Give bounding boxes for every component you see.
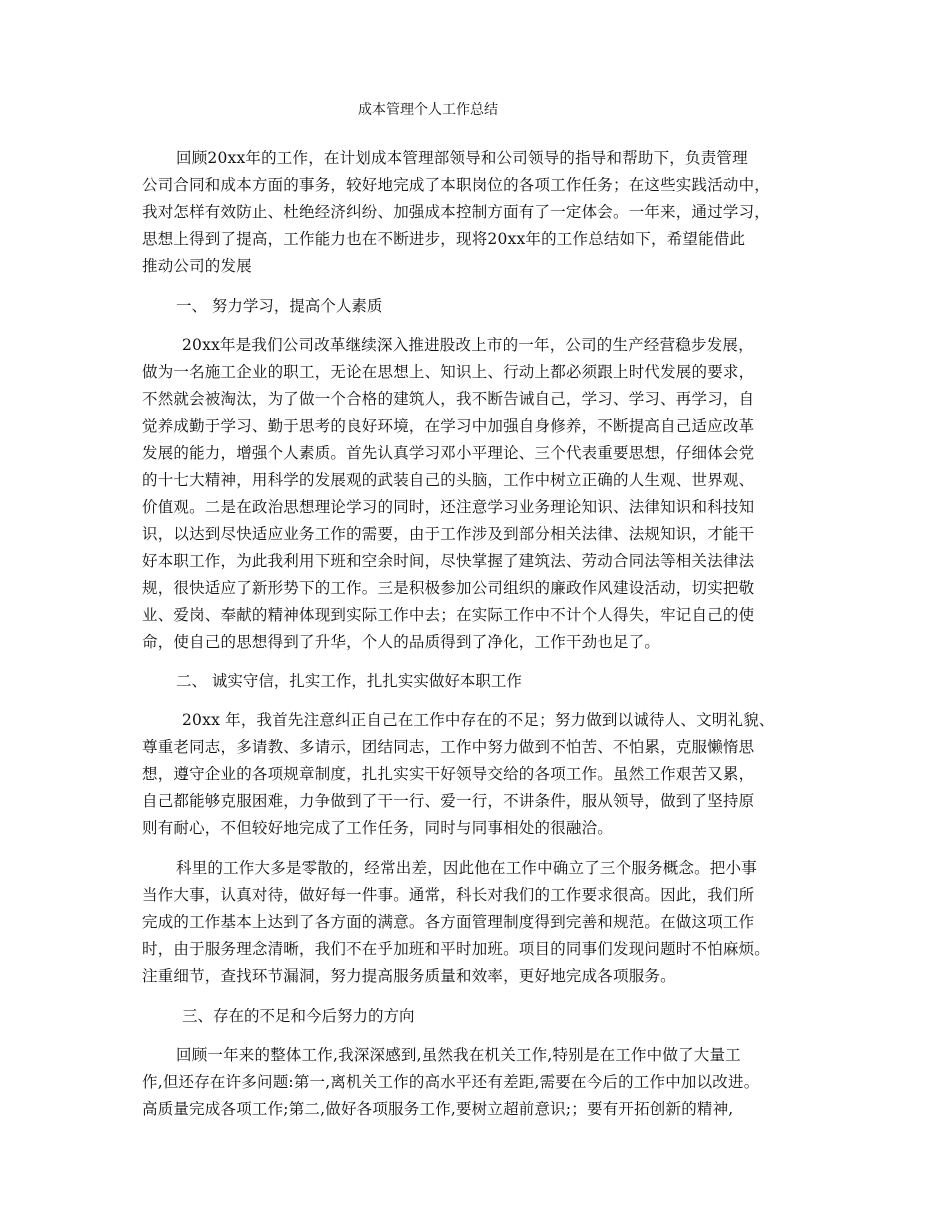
section2-line: 想，遵守企业的各项规章制度，扎扎实实干好领导交给的各项工作。虽然工作艰苦又累， xyxy=(142,765,755,783)
section1-line: 的十七大精神，用科学的发展观的武装自己的头脑，工作中树立正确的人生观、世界观、 xyxy=(142,471,755,489)
section-heading-1: 一、 努力学习，提高个人素质 xyxy=(176,297,383,315)
section2-line: 完成的工作基本上达到了各方面的满意。各方面管理制度得到完善和规范。在做这项工作 xyxy=(142,913,755,931)
section2-line: 尊重老同志，多请教、多请示，团结同志，工作中努力做到不怕苦、不怕累，克服懒惰思 xyxy=(142,738,755,756)
section1-line: 业、爱岗、奉献的精神体现到实际工作中去；在实际工作中不计个人得失，牢记自己的使 xyxy=(142,606,755,624)
section3-line: 高质量完成各项工作;第二,做好各项服务工作,要树立超前意识;；要有开拓创新的精神, xyxy=(142,1100,734,1118)
section3-line: 作,但还存在许多问题:第一,离机关工作的高水平还有差距,需要在今后的工作中加以改进。 xyxy=(142,1073,760,1091)
section1-line: 做为一名施工企业的职工，无论在思想上、知识上、行动上都必须跟上时代发展的要求， xyxy=(142,363,755,381)
section1-line: 好本职工作，为此我利用下班和空余时间，尽快掌握了建筑法、劳动合同法等相关法律法 xyxy=(142,552,755,570)
intro-line: 回顾20xx年的工作，在计划成本管理部领导和公司领导的指导和帮助下，负责管理 xyxy=(176,149,748,167)
intro-line: 推动公司的发展 xyxy=(142,257,252,275)
intro-line: 我对怎样有效防止、杜绝经济纠纷、加强成本控制方面有了一定体会。一年来，通过学习， xyxy=(142,203,771,221)
section1-line: 规，很快适应了新形势下的工作。三是积极参加公司组织的廉政作风建设活动，切实把敬 xyxy=(142,579,755,597)
section2-line: 则有耐心，不但较好地完成了工作任务，同时与同事相处的很融洽。 xyxy=(142,819,614,837)
section2-line: 时，由于服务理念清晰，我们不在乎加班和平时加班。项目的同事们发现问题时不怕麻烦。 xyxy=(142,940,771,958)
document-title: 成本管理个人工作总结 xyxy=(358,102,498,118)
section1-line: 识，以达到尽快适应业务工作的需要，由于工作涉及到部分相关法律、法规知识，才能干 xyxy=(142,525,755,543)
section1-line: 20xx年是我们公司改革继续深入推进股改上市的一年，公司的生产经营稳步发展， xyxy=(182,336,754,354)
section-heading-2: 二、 诚实守信，扎实工作，扎扎实实做好本职工作 xyxy=(176,672,522,690)
section1-line: 价值观。二是在政治思想理论学习的同时，还注意学习业务理论知识、法律知识和科技知 xyxy=(142,498,755,516)
section-heading-3: 三、存在的不足和今后努力的方向 xyxy=(182,1007,415,1025)
section2-line: 自己都能够克服困难，力争做到了干一行、爱一行，不讲条件，服从领导，做到了坚持原 xyxy=(142,792,755,810)
section1-line: 命，使自己的思想得到了升华，个人的品质得到了净化，工作干劲也足了。 xyxy=(142,633,661,651)
section2-line: 科里的工作大多是零散的，经常出差，因此他在工作中确立了三个服务概念。把小事 xyxy=(176,859,757,877)
section3-line: 回顾一年来的整体工作,我深深感到,虽然我在机关工作,特别是在工作中做了大量工 xyxy=(176,1046,741,1064)
section1-line: 发展的能力，增强个人素质。首先认真学习邓小平理论、三个代表重要思想，仔细体会党 xyxy=(142,444,755,462)
section2-line: 20xx 年，我首先注意纠正自己在工作中存在的不足；努力做到以诚待人、文明礼貌、 xyxy=(182,711,775,729)
intro-line: 公司合同和成本方面的事务，较好地完成了本职岗位的各项工作任务；在这些实践活动中， xyxy=(142,176,771,194)
section1-line: 觉养成勤于学习、勤于思考的良好环境，在学习中加强自身修养，不断提高自己适应改革 xyxy=(142,417,755,435)
section2-line: 注重细节，查找环节漏洞，努力提高服务质量和效率，更好地完成各项服务。 xyxy=(142,967,676,985)
intro-line: 思想上得到了提高，工作能力也在不断进步，现将20xx年的工作总结如下，希望能借此 xyxy=(142,230,746,248)
section2-line: 当作大事，认真对待，做好每一件事。通常，科长对我们的工作要求很高。因此，我们所 xyxy=(142,886,755,904)
section1-line: 不然就会被淘汰，为了做一个合格的建筑人，我不断告诫自己，学习、学习、再学习，自 xyxy=(142,390,755,408)
